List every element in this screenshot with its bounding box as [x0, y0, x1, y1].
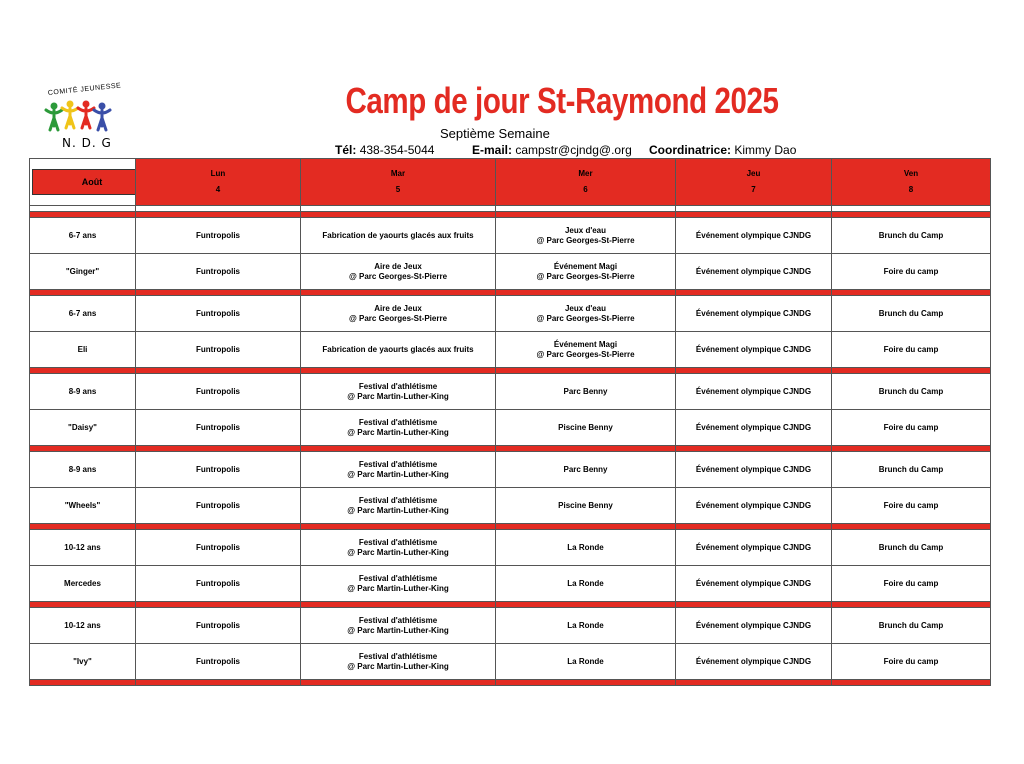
- activity-cell: Funtropolis: [136, 566, 301, 602]
- day-header: [301, 159, 496, 206]
- group-label: "Ginger": [30, 254, 136, 290]
- activity-cell: Funtropolis: [136, 488, 301, 524]
- activity-cell: Brunch du Camp: [832, 296, 991, 332]
- activity-cell: Brunch du Camp: [832, 530, 991, 566]
- schedule-row: [30, 488, 991, 524]
- activity-cell: La Ronde: [496, 608, 676, 644]
- schedule-row: [30, 218, 991, 254]
- activity-cell: Événement olympique CJNDG: [676, 452, 832, 488]
- activity-cell: Jeux d'eau @ Parc Georges-St-Pierre: [496, 296, 676, 332]
- group-label: Mercedes: [30, 566, 136, 602]
- day-name: Jeu: [746, 169, 761, 178]
- activity-cell: Jeux d'eau @ Parc Georges-St-Pierre: [496, 218, 676, 254]
- week-subtitle: Septième Semaine: [440, 126, 550, 141]
- activity-cell: Foire du camp: [832, 566, 991, 602]
- activity-cell: Brunch du Camp: [832, 452, 991, 488]
- separator-cell: [832, 680, 991, 686]
- activity-cell: Foire du camp: [832, 644, 991, 680]
- activity-cell: Funtropolis: [136, 452, 301, 488]
- activity-cell: Festival d'athlétisme @ Parc Martin-Luther-King: [301, 644, 496, 680]
- group-label: "Ivy": [30, 644, 136, 680]
- activity-cell: Funtropolis: [136, 332, 301, 368]
- logo-bottom-text: N. D. G: [62, 136, 112, 150]
- contact-phone: [335, 143, 434, 157]
- schedule-row: [30, 410, 991, 446]
- activity-cell: Événement olympique CJNDG: [676, 608, 832, 644]
- group-label: 8-9 ans: [30, 374, 136, 410]
- schedule-row: [30, 452, 991, 488]
- activity-cell: Parc Benny: [496, 452, 676, 488]
- day-number: 7: [751, 185, 756, 194]
- activity-cell: Brunch du Camp: [832, 608, 991, 644]
- activity-cell: Foire du camp: [832, 254, 991, 290]
- group-label: 8-9 ans: [30, 452, 136, 488]
- day-header: [676, 159, 832, 206]
- day-header: [832, 159, 991, 206]
- schedule-row: [30, 254, 991, 290]
- activity-cell: Piscine Benny: [496, 488, 676, 524]
- group-label: Eli: [30, 332, 136, 368]
- coordinator-value: Kimmy Dao: [734, 143, 797, 157]
- activity-cell: Funtropolis: [136, 374, 301, 410]
- header-row: [30, 159, 991, 206]
- day-number: 5: [395, 185, 401, 194]
- activity-cell: Foire du camp: [832, 332, 991, 368]
- separator-cell: [136, 680, 301, 686]
- activity-cell: Brunch du Camp: [832, 374, 991, 410]
- group-label: 6-7 ans: [30, 296, 136, 332]
- email-label: E-mail:: [472, 143, 513, 157]
- activity-cell: Aire de Jeux @ Parc Georges-St-Pierre: [301, 296, 496, 332]
- activity-cell: Funtropolis: [136, 530, 301, 566]
- schedule-row: [30, 530, 991, 566]
- activity-cell: Événement olympique CJNDG: [676, 332, 832, 368]
- group-label: 10-12 ans: [30, 608, 136, 644]
- activity-cell: Événement olympique CJNDG: [676, 410, 832, 446]
- activity-cell: Festival d'athlétisme @ Parc Martin-Luther-King: [301, 410, 496, 446]
- separator-cell: [676, 680, 832, 686]
- email-value: campstr@cjndg@.org: [515, 143, 632, 157]
- activity-cell: Parc Benny: [496, 374, 676, 410]
- month-label: Août: [32, 169, 152, 195]
- separator-cell: [301, 680, 496, 686]
- activity-cell: Piscine Benny: [496, 410, 676, 446]
- activity-cell: Événement Magi @ Parc Georges-St-Pierre: [496, 254, 676, 290]
- activity-cell: Événement olympique CJNDG: [676, 254, 832, 290]
- activity-cell: Aire de Jeux @ Parc Georges-St-Pierre: [301, 254, 496, 290]
- activity-cell: Fabrication de yaourts glacés aux fruits: [301, 332, 496, 368]
- activity-cell: Funtropolis: [136, 608, 301, 644]
- activity-cell: Festival d'athlétisme @ Parc Martin-Luther-King: [301, 452, 496, 488]
- activity-cell: Funtropolis: [136, 296, 301, 332]
- activity-cell: Brunch du Camp: [832, 218, 991, 254]
- month-cell: [30, 159, 136, 206]
- group-label: "Daisy": [30, 410, 136, 446]
- activity-cell: La Ronde: [496, 530, 676, 566]
- day-name: Lun: [210, 169, 226, 178]
- coordinator-label: Coordinatrice:: [649, 143, 732, 157]
- phone-label: Tél:: [335, 143, 357, 157]
- activity-cell: Festival d'athlétisme @ Parc Martin-Luther-King: [301, 530, 496, 566]
- activity-cell: La Ronde: [496, 566, 676, 602]
- activity-cell: Funtropolis: [136, 218, 301, 254]
- group-label: 6-7 ans: [30, 218, 136, 254]
- separator-cell: [496, 680, 676, 686]
- schedule-table: [29, 158, 991, 686]
- activity-cell: Événement olympique CJNDG: [676, 530, 832, 566]
- day-header: [496, 159, 676, 206]
- day-number: 6: [583, 185, 588, 194]
- activity-cell: Événement olympique CJNDG: [676, 488, 832, 524]
- schedule-row: [30, 374, 991, 410]
- day-number: 4: [215, 185, 221, 194]
- schedule-row: [30, 332, 991, 368]
- activity-cell: La Ronde: [496, 644, 676, 680]
- activity-cell: Festival d'athlétisme @ Parc Martin-Luther-King: [301, 608, 496, 644]
- activity-cell: Festival d'athlétisme @ Parc Martin-Luther-King: [301, 566, 496, 602]
- activity-cell: Foire du camp: [832, 488, 991, 524]
- activity-cell: Foire du camp: [832, 410, 991, 446]
- activity-cell: Événement olympique CJNDG: [676, 296, 832, 332]
- schedule-row: [30, 608, 991, 644]
- group-label: 10-12 ans: [30, 530, 136, 566]
- schedule-row: [30, 296, 991, 332]
- day-name: Ven: [903, 169, 919, 178]
- contact-email: [472, 143, 632, 157]
- activity-cell: Événement Magi @ Parc Georges-St-Pierre: [496, 332, 676, 368]
- activity-cell: Festival d'athlétisme @ Parc Martin-Luther-King: [301, 374, 496, 410]
- activity-cell: Événement olympique CJNDG: [676, 374, 832, 410]
- group-label: "Wheels": [30, 488, 136, 524]
- activity-cell: Fabrication de yaourts glacés aux fruits: [301, 218, 496, 254]
- activity-cell: Funtropolis: [136, 644, 301, 680]
- phone-value: 438-354-5044: [359, 143, 435, 157]
- activity-cell: Événement olympique CJNDG: [676, 566, 832, 602]
- contact-coordinator: [649, 143, 796, 157]
- activity-cell: Événement olympique CJNDG: [676, 218, 832, 254]
- schedule-row: [30, 644, 991, 680]
- activity-cell: Funtropolis: [136, 254, 301, 290]
- activity-cell: Festival d'athlétisme @ Parc Martin-Luther-King: [301, 488, 496, 524]
- separator-cell: [30, 680, 136, 686]
- activity-cell: Funtropolis: [136, 410, 301, 446]
- day-number: 8: [908, 185, 914, 194]
- page-title: Camp de jour St-Raymond 2025: [345, 80, 779, 121]
- logo-top-text: COMITÉ JEUNESSE: [47, 82, 122, 97]
- schedule-row: [30, 566, 991, 602]
- red-separator-row: [30, 680, 991, 686]
- activity-cell: Événement olympique CJNDG: [676, 644, 832, 680]
- day-header: [136, 159, 301, 206]
- day-name: Mar: [390, 169, 406, 178]
- day-name: Mer: [578, 169, 593, 178]
